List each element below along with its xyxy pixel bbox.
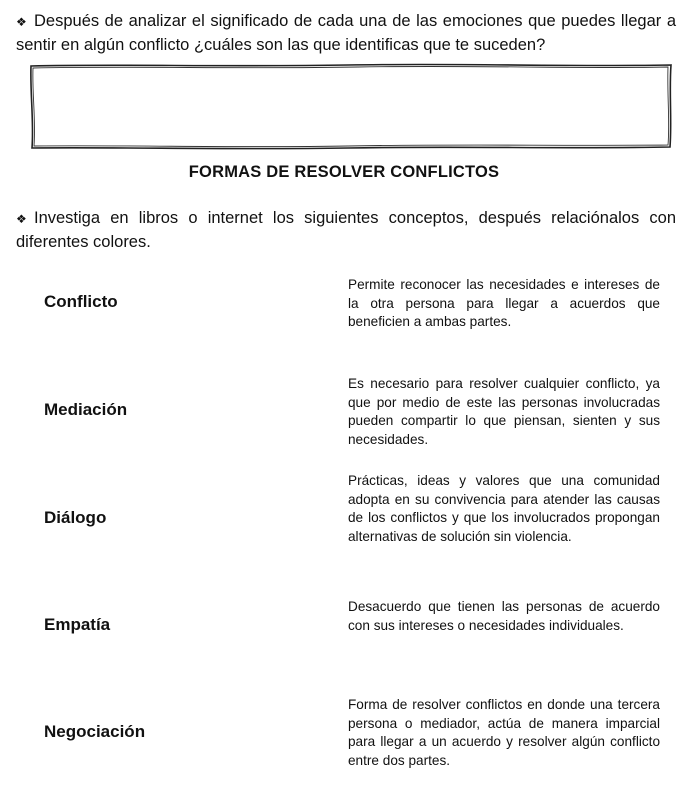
definition-4[interactable]: Desacuerdo que tienen las personas de acuerdo con sus intereses o necesidades individuales.	[348, 599, 660, 633]
instruction-text: Investiga en libros o internet los siguientes conceptos, después relaciónalos con diferentes colores.	[16, 209, 676, 251]
term-empatia[interactable]: Empatía	[44, 615, 111, 634]
answer-box[interactable]	[28, 62, 674, 150]
instruction-paragraph	[16, 207, 676, 254]
definition-3[interactable]: Prácticas, ideas y valores que una comunidad adopta en su convivencia para atender las causas de los conflictos y que los involucrados propongan alternativas de solución sin violencia.	[348, 473, 660, 544]
section-title: FORMAS DE RESOLVER CONFLICTOS	[188, 163, 500, 181]
term-mediacion[interactable]: Mediación	[44, 400, 128, 419]
question-paragraph	[16, 10, 676, 57]
term-dialogo[interactable]: Diálogo	[44, 508, 107, 527]
definition-5[interactable]: Forma de resolver conflictos en donde una tercera persona o mediador, actúa de manera imparcial para llegar a un acuerdo y resolver algún conflicto entre dos partes.	[348, 697, 660, 768]
hand-drawn-box	[28, 62, 674, 150]
definition-2[interactable]: Es necesario para resolver cualquier conflicto, ya que por medio de este las personas involucradas pueden compartir lo que piensan, sienten y sus necesidades.	[348, 376, 660, 447]
diamond-bullet-icon: ❖	[16, 212, 27, 226]
diamond-bullet-icon: ❖	[16, 15, 27, 29]
question-text: Después de analizar el significado de cada una de las emociones que puedes llegar a sentir en algún conflicto ¿cuáles son las que identificas que te suceden?	[16, 12, 676, 54]
definition-1[interactable]: Permite reconocer las necesidades e intereses de la otra persona para llegar a acuerdos que beneficien a ambas partes.	[348, 277, 660, 329]
term-conflicto[interactable]: Conflicto	[44, 292, 118, 311]
term-negociacion[interactable]: Negociación	[44, 722, 146, 741]
